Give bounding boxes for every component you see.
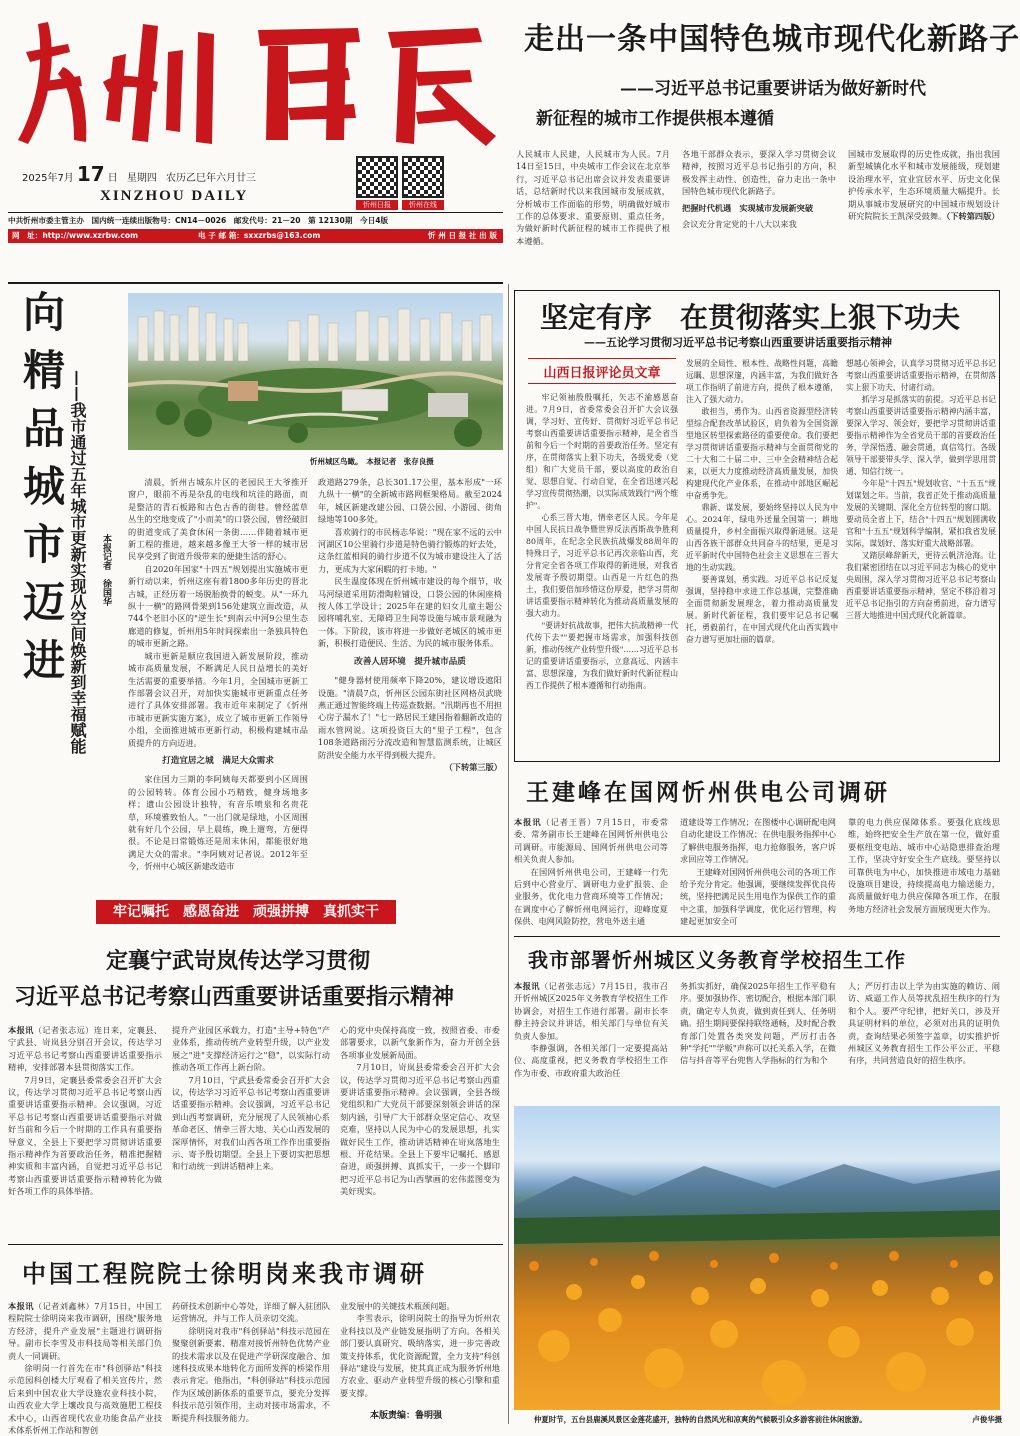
feature-col-2: 政道路279条，总长301.17公里，基本形成"一环九纵十一横"的全新城市路网框架格局。截至2024年，城区新建改建公园、口袋公园、小游园、街角绿地等100多处。 喜欢骑行的市民杨志华说："现在家不远的云中河湖区10公里骑行步道是特色骑行锻炼的好去处，这条红蓝相间的骑行步道不仅为城市建设注入了活力，更成为大家闲暇的打卡地。" 民生温度体现在忻州城市建设的每个细节，收马河绿道采用防滑陶粒铺设，口袋公园的休闲座椅按人体工学设计；2025年在建的妇女儿童主题公园将哺乳室、无障碍卫生间等设施与城市景观融为一体。下阶段，该市将进一步做好老城区的城市更新，积极打造便民、生活、为民的城市服务体系。 改善人居环境 提升城市品质 "健身器材使用频率下降20%，建议增设遮阳设施。"清晨7点，忻州区公园东街社区网格员武晓燕正通过智能终端上传巡查数据。"汛期再也不用担心房子漏水了！"七一路居民王建国指着翻新改造的雨水管网说。这项投资巨大的"里子工程"，包含108条道路雨污分流改造和智慧监测系统，让城区防洪安全能力水平得到极大提升。 （下转第三版） [318, 477, 502, 772]
issue-day: 17 [76, 162, 105, 186]
lead-title: 走出一条中国特色城市现代化新路子 [524, 22, 1020, 57]
feature-heading-1: 打造宜居之城 满足大众需求 [162, 755, 274, 766]
academician-title: 中国工程院院士徐明岗来我市调研 [22, 1260, 427, 1288]
lead-continued: （下转第四版） [946, 211, 1000, 222]
commentary-col-2: 发展的全局性、根本性、战略性问题，高瞻远瞩、思想深邃，内涵丰富，为我们做好各项工作指明了前进方向，提供了根本遵循，注入了强大动力。 敢担当，勇作为。山西省资源型经济转型综合配套改革试验区，肩负着为全国资源型地区转型探索路径的重要使命。我们要把学习贯彻讲话重要指示精神与全面贯彻党的二十大和二十届二中、三中全会精神结合起来，以更大力度推动经济高质量发展，加快构建现代化产业体系，在推动中部地区崛起中奋勇争先。 鼎新、谋发展，要始终坚持以人民为中心。2024年，绿电外送量全国第一；耕地质量提升，乡村全面振兴取得新进展。这是山西各族干部群众共同奋斗的结果，更是习近平新时代中国特色社会主义思想在三晋大地的生动实践。 要善谋划，勇实践。习近平总书记反复强调，坚持稳中求进工作总基调，完整准确全面贯彻新发展理念，着力推动高质量发展。新时代新征程，我们要牢记总书记嘱托，勇毅前行，在中国式现代化山西实践中奋力谱写更加壮丽的篇章。 [686, 359, 838, 644]
wang-col-3: 靠的电力供应保障体系。要强化底线思维，始终把安全生产放在第一位，做好重要枢纽变电站、城市中心站隐患排查治理工作，坚决守好安全生产底线。要坚持以可靠供电为中心，加快推进市域电力基础设施项目建设，持续提高电力输送能力，高质量做好电力供应保障各项工作，在服务地方经济社会发展方面展现更大作为。 [848, 817, 1000, 914]
masthead-logo [8, 12, 502, 152]
page-editor: 本版责编：鲁明强 [370, 1411, 443, 1421]
lead-col-2-heading: 把握时代机遇 实现城市发展新突破 [682, 202, 814, 213]
flower-photo-caption: 仲夏时节，五台县鹿溪风景区金莲花盛开，独特的自然风光和凉爽的气候吸引众多游客前往休闲旅游。 卢俊华摄 [534, 1415, 1002, 1424]
city-aerial-image [128, 293, 503, 450]
ding-title-1: 定襄宁武岢岚传达学习贯彻 [106, 949, 371, 974]
lead-col-2: 各地干部群众表示，要深入学习贯彻会议精神，按照习近平总书记指引的方向，积极发挥主动性、创造性，奋力走出一条中国特色城市现代化新路子。 把握时代机遇 实现城市发展新突破 会议充分肯定党的十八大以来我 [682, 149, 836, 230]
feature-col-1: 清晨，忻州古城东片区的老园民王大爷推开窗户，眼前不再是杂乱的电线和坑洼的路面，而是整洁的青石板路和古色古香的街巷。曾经蓝草丛生的空地变成了"小而美"的口袋公园，曾经破旧的街道变成了美食休闲一条街……伴随着城市更新工程的推进，越来越多像王大爷一样的城市居民享受到了街道升级带来的便捷生活的舒心。 自2020年国家"十四五"规划提出实施城市更新行动以来，忻州这座有着1800多年历史的晋北古城，正经历着一场脱胎换骨的蜕变。从"一环九纵十一横"的路网骨架到156处建筑立面改造，从744个老旧小区的"逆生长"到南云中河9公里生态廊道的修复，忻州用5年时间探索出一条独具特色的城市更新之路。 城市更新是顺应我国进入新发展阶段，推动城市高质量发展，不断满足人民日益增长的美好生活需要的重要举措。今年1月，全国城市更新工作部署会议召开，对加快实施城市更新重点任务进行了具体安排部署。我市近年来制定了《忻州市城市更新实施方案》，成立了城市更新工作领导小组，全面推进城市更新行动，积极构建城市品质提升的方向迈进。 打造宜居之城 满足大众需求 家住国力三期的李阿姨每天都要到小区周围的公园转转。体育公园小巧精致，健身场地多样；遗山公园设计独特，有音乐喷泉和名贵花草，环境雅致怡人。"一出门就是绿地，小区周围就有好几个公园，早上晨练，晚上遛弯，方便得很。不论是日常锻炼还是周末休闲，都能很好地满足大众的需求。"李阿姨对记者说。2012年至今，忻州中心城区新建改造市 [128, 477, 308, 872]
lead-subtitle-1: ——习近平总书记重要讲话为做好新时代 [620, 79, 926, 99]
school-col-3: 人；严厉打击以上学为由实施的赖访、闹访、威逼工作人员等扰乱招生秩序的行为和个人。要严守纪律，把好关口，涉及开具证明材料的单位，必须对出具的证明负责，查询结果必须签字盖章，切实推护忻州城区义务教育招生工作公平公正、平稳有序，共同营造良好的招生秩序。 [848, 981, 1000, 1066]
commentary-badge: 山西日报评论员文章 [528, 358, 676, 384]
wang-title: 王建峰在国网忻州供电公司调研 [526, 780, 890, 806]
issue-date: 2025年7月 17 日 星期四 农历乙巳年六月廿三 [22, 162, 257, 186]
commentary-col-3: 想越心领神会，认真学习贯彻习近平总书记考察山西重要讲话重要指示精神，在贯彻落实上狠下功夫、付诸行动。 抓学习是抓落实的前提。习近平总书记考察山西重要讲话重要指示精神内涵丰富，要深入学习、领会好，要把学习贯彻讲话重要指示精神作为全省党员干部的首要政治任务，学深悟透、融会贯通，真信笃行。各级领导干部要带头学、深入学，做到学思用贯通、知信行统一。 今年是"十四五"规划收官、"十五五"规划谋划之年。当前，我省正处于推动高质量发展的关键期、深化全方位转型的窗口期。要动员全省上下，结合"十四五"规划圆满收官和"十五五"规划科学编制，紧扣我省发展实际，谋划好、落实好重大战略部署。 又踏层峰辞新天，更待云帆济沧海。让我们紧密团结在以习近平同志为核心的党中央周围，深入学习贯彻习近平总书记考察山西重要讲话重要指示精神，坚定不移沿着习近平总书记指引的方向奋勇前进，奋力谱写三晋大地推进中国式现代化新篇章。 [846, 359, 996, 620]
qr-label-newspaper: 忻州日报 [356, 200, 398, 210]
commentary-subtitle: ——五论学习贯彻习近平总书记考察山西重要讲话重要指示精神 [584, 336, 892, 349]
feature-title: 向精品城市迈进 [17, 290, 66, 696]
qr-label-online: 忻州在线 [402, 200, 444, 210]
email[interactable]: 电 子 邮 箱：sxxzrbs@163.com [198, 231, 321, 240]
school-col-2: 务抓实抓好，确保2025年招生工作平稳有序。要加强协作、密切配合，根据本部门职责，确定专人负责，做到责任到人、任务明确。招生期间要保持联络通畅，及时配合教育部门处置各类突发问题，严厉打击各种"学托""学贩"声称可以托关系入学，在微信与抖音等平台兜售人学指标的行为和个 [680, 981, 836, 1066]
slogan-banner: 牢记嘱托 感恩奋进 顽强拼搏 真抓实干 [96, 900, 396, 924]
masthead-english: XINZHOU DAILY [100, 188, 249, 204]
academician-col-3: 业发展中的关键技术瓶颈问题。 李雪表示，徐明岗院士的指导为忻州农业科技以及产业链发展指明了方向。各相关部门要认真研究、吸纳落实，进一步完善政策支持体系，优化资源配置，全力支持"科创驿站"建设与发展，使其真正成为服务忻州地方农业、驱动产业转型升级的核心引擎和重要支撑。 [340, 1301, 500, 1398]
logo-calligraphy [8, 12, 502, 152]
commentary-col-1: 牢记领袖殷殷嘱托，矢志不渝感恩奋进。7月9日，省委常委会召开扩大会议强调，学习好、宣传好、贯彻好习近平总书记考察山西重要讲话重要指示精神，是全省当前和今后一个时期的首要政治任务。坚定有序，在贯彻落实上狠下功夫，各级党委（党组）和广大党员干部，要以高度的政治自觉、思想自觉、行动自觉，在全省迅速兴起学习宣传贯彻热潮，以实际成效践行"两个维护"。 心系三晋大地，情牵老区人民。今年是中国人民抗日战争暨世界反法西斯战争胜利80周年，在纪念全民族抗战爆发88周年的特殊日子，习近平总书记再次亲临山西，充分肯定全省各项工作取得的新进展，对我省发展寄予殷切期望。山西是一片红色的热土，我们要倍加珍惜这份厚爱，把学习贯彻讲话重要指示精神转化为推动高质量发展的强大动力。 "要讲好抗战故事，把伟大抗战精神一代代传下去""要把握市场需求，加强科技创新，推动传统产业转型升级"……习近平总书记的重要讲话重要指示，立意高远、内涵丰富、思想深邃，为我们做好新时代新征程山西工作提供了根本遵循和行动指南。 [526, 393, 678, 690]
publication-info: 中共忻州市委主管主办 国内统一连续出版物号：CN14－0026 邮发代号：21－20 第 12130期 今日4版 [8, 216, 389, 225]
ding-col-3: 心的党中央保持高度一致，按照省委、市委部署要求，以新气象新作为，奋力开创全县各项事业发展新局面。 7月10日，岢岚县委常委会召开扩大会议，传达学习贯彻习近平总书记考察山西重要讲话重要指示精神。会议强调，全县各级党组织和广大党员干部要深刻领会讲话的深刻内涵，引导广大干部群众坚定信心、攻坚克难，坚持以人民为中心的发展思想，扎实做好民生工作，推动讲话精神在岢岚落地生根、开花结果。全县上下要牢记嘱托、感恩奋进，顽强拼搏、真抓实干，一步一个脚印把习近平总书记为山西擘画的宏伟蓝图变为美好现实。 [340, 1025, 500, 1197]
academician-col-2: 药研技术创新中心等处，详细了解入驻团队运营情况，并与工作人员亲切交流。 徐明岗对我市"科创驿站"科技示范园在聚聚创新要素、精准对接忻州特色优势产业的技术需求以及在促进产学研深度融合、加速科技成果本地转化方面所发挥的桥梁作用表示肯定。他指出，"科创驿站"科技示范园作为区域创新体系的重要节点，要充分发挥科技示范引领作用，主动对接市场需求，不断提升科技服务能力。 [172, 1301, 330, 1423]
feature-photo-caption: 忻州城区鸟瞰。 本报记者 张存良摄 [310, 457, 434, 466]
website[interactable]: 网 址：http://www.xzrbw.com [12, 231, 139, 240]
school-col-1: 本报讯（记者张志远）7月15日，我市召开忻州城区2025年义务教育学校招生工作协调会，对招生工作进行部署。副市长李静主持会议并讲话，相关部门与单位有关负责人参加。 李静强调，各相关部门一定要提高站位、高度重视，把义务教育学校招生工作作为市委、市政府重大政治任 [514, 981, 668, 1078]
feature-subtitle: ——我市通过五年城市更新实现从空间焕新到幸福赋能 [68, 370, 87, 754]
lead-col-3: 国城市发展取得的历史性成就，指出我国新型城镇化水平和城市发展能级，现划建设治理水平，宜业宜居水平、历史文化保护传承水平，生态环境质量大幅提升。长期从事城市发展研究的中国城市规划设计研究院院长王凯深受鼓舞。（下转第四版） [848, 149, 1000, 222]
school-title: 我市部署忻州城区义务教育学校招生工作 [528, 948, 906, 972]
ding-title-2: 习近平总书记考察山西重要讲话重要指示精神 [14, 985, 455, 1010]
qr-code-online [402, 156, 444, 198]
feature-photo [128, 293, 503, 450]
info-bar [8, 229, 503, 243]
lead-subtitle-2: 新征程的城市工作提供根本遵循 [536, 109, 774, 129]
wang-col-2: 道建设等工作情况；在图楼中心调研配电网自动化建设工作情况；在供电服务指挥中心了解供电服务指挥，电力抢修服务，客户诉求回应等工作情况。 王建峰对国网忻州供电公司的各项工作给予充分肯定。他强调，要继续发挥优良传统，坚持把满足民生用电作为保供工作的重中之重，加强科学调度，优化运行管理，构建起更加安全可 [680, 817, 836, 927]
flower-photo [514, 1106, 1000, 1410]
flower-photo-credit: 卢俊华摄 [972, 1415, 1002, 1424]
wang-col-1: 本报讯（记者王晋）7月15日，市委常委、常务副市长王建峰在国网忻州供电公司调研。市能源局、国网忻州供电公司等相关负责人参加。 在国网忻州供电公司，王建峰一行先后到中心营业厅、调研电力业扩报装、企业服务，优化电力营商环境等工作情况；在调度中心了解忻州电网运行，迎峰度夏保供、电网风险防控，营电外送主通 [514, 817, 668, 927]
commentary-title: 坚定有序 在贯彻落实上狠下功夫 [540, 301, 961, 334]
feature-byline: 本报记者 徐国华 [101, 534, 111, 606]
ding-col-1: 本报讯（记者张志远）连日来，定襄县、宁武县、岢岚县分别召开会议，传达学习习近平总书记考察山西重要讲话重要指示精神，安排部署本县贯彻落实工作。 7月9日，定襄县委常委会召开扩大会议，传达学习贯彻习近平总书记考察山西重要讲话重要指示精神。会议强调，习近平总书记考察山西重要讲话重要指示对做好当前和今后一个时期的工作具有重要指导意义，全县上下要把学习贯彻讲话重要指示精神作为首要政治任务，精准把握精神实质和丰富内涵，自觉把习近平总书记考察山西重要讲话重要指示精神转化为做好各项工作的具体举措。 [8, 1025, 162, 1197]
academician-col-1: 本报讯（记者刘鑫林）7月15日，中国工程院院士徐明岗来我市调研，围绕"服务地方经济，提升产业发展"主题进行调研指导。副市长李雪及市科技局等相关部门负责人一同调研。 徐明岗一行首先在市"科创驿站"科技示范园科创楼大厅观看了相关宣传片，然后来到中国农业大学设施农业科技小院，山西农业大学上壤改良与高效施肥工程技术中心，山西省现代农业功能食品产业技术体系忻州工作站和智创 [8, 1301, 162, 1436]
feature-continued: （下转第三版） [444, 761, 502, 772]
qr-code-newspaper [356, 156, 398, 198]
golden-lotus-field-image [514, 1106, 1000, 1410]
feature-heading-2: 改善人居环境 提升城市品质 [354, 656, 466, 667]
ding-col-2: 提升产业园区承载力，打造"主导+特色"产业体系，推动传统产业转型升级，以产业发展之"进"支撑经济运行之"稳"，以实际行动推动各项工作再上新台阶。 7月10日，宁武县委常委会召开扩大会议，传达学习习近平总书记考察山西重要讲话重要指示精神。会议强调，习近平总书记到山西考察调研，充分展现了人民领袖心系革命老区、情牵三晋大地、关心山西发展的深厚情怀，对我们山西各项工作作出重要指示、寄予殷切期望。全县上下要切实把思想和行动统一到讲话精神上来。 [172, 1025, 330, 1172]
publisher: 忻 州 日 报 社 出 版 [427, 231, 497, 240]
lead-col-1: 人民城市人民建，人民城市为人民。7月14日至15日，中央城市工作会议在北京举行，习近平总书记出席会议并发表重要讲话，总结新时代以来我国城市发展成就，分析城市工作面临的形势，明确做好城市工作的总体要求、重要原则、重点任务，为做好新时代新征程的城市工作提供了根本遵循。 [516, 149, 670, 246]
